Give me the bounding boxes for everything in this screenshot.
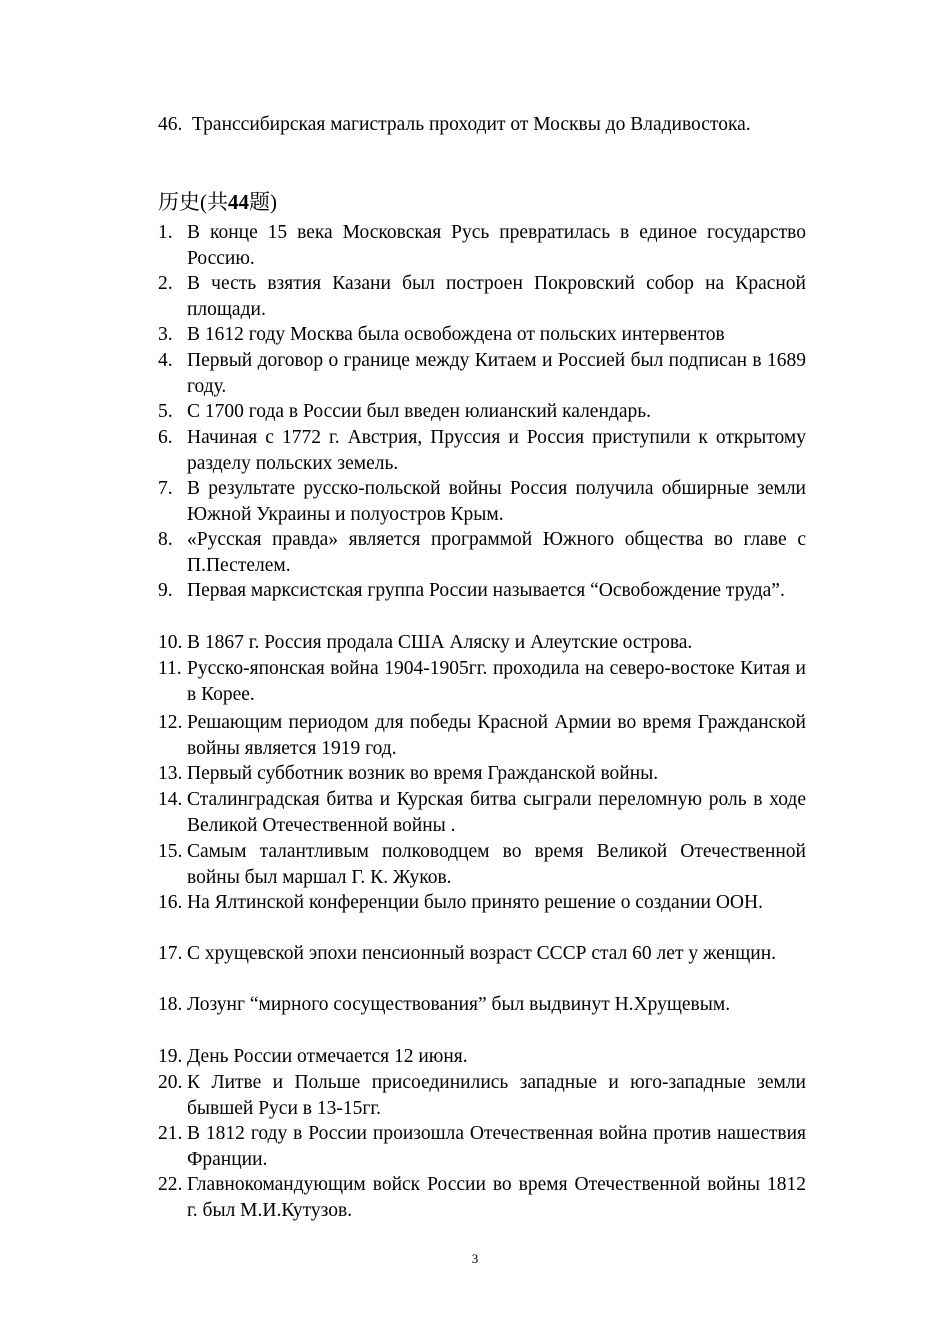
item-text: Первый договор о границе между Китаем и Россией был подписан в 1689 году. [187,350,806,397]
list-item [158,271,806,322]
item-number: 11. [158,658,182,679]
item-number: 5. [158,401,173,422]
item-number: 2. [158,273,173,294]
item-text: С хрущевской эпохи пенсионный возраст СССР стал 60 лет у женщин. [187,943,777,964]
item-number: 15. [158,841,183,862]
item-text: Начиная с 1772 г. Австрия, Пруссия и Россия приступили к открытому разделу польских земель. [187,427,806,474]
item-number: 10. [158,632,183,653]
list-item [158,220,806,271]
list-item [158,941,806,967]
list-item [158,710,806,761]
section-heading [158,188,277,216]
item-number: 6. [158,427,173,448]
item-text: В честь взятия Казани был построен Покровский собор на Красной площади. [187,273,806,320]
item-text: В конце 15 века Московская Русь превратилась в единое государство Россию. [187,222,806,269]
item-text: Лозунг “мирного сосуществования” был выдвинут Н.Хрущевым. [187,994,731,1015]
item-number: 9. [158,580,173,601]
item-number: 12. [158,712,183,733]
list-item [158,839,806,890]
item-text: В 1812 году в России произошла Отечественная война против нашествия Франции. [187,1123,806,1170]
item-text: С 1700 года в России был введен юлианский календарь. [187,401,651,422]
item-number: 16. [158,892,183,913]
list-item [158,527,806,578]
list-item [158,1121,806,1172]
item-text: В 1612 году Москва была освобождена от польских интервентов [187,324,725,345]
list-item [158,761,806,787]
item-text: Самым талантливым полководцем во время Великой Отечественной войны был маршал Г. К. Жуков. [187,841,806,888]
item-number: 14. [158,789,183,810]
item-text: Сталинградская битва и Курская битва сыграли переломную роль в ходе Великой Отечественной войны . [187,789,806,836]
list-item [158,1172,806,1223]
list-item [158,476,806,527]
list-item [158,425,806,476]
item-number: 46. [158,114,183,135]
item-text: Главнокомандующим войск России во время Отечественной войны 1812 г. был М.И.Кутузов. [187,1174,806,1221]
list-item [158,787,806,838]
item-text: К Литве и Польше присоединились западные и юго-западные земли бывшей Руси в 13-15гг. [187,1072,806,1119]
list-item [158,1070,806,1121]
item-number: 20. [158,1072,183,1093]
list-item [158,1044,806,1070]
item-text: В результате русско-польской войны Россия получила обширные земли Южной Украины и полуостров Крым. [187,478,806,525]
item-text: На Ялтинской конференции было принято решение о создании ООН. [187,892,763,913]
item-text: В 1867 г. Россия продала США Аляску и Алеутские острова. [187,632,693,653]
item-number: 8. [158,529,173,550]
list-item [158,578,806,604]
item-number: 7. [158,478,173,499]
list-item [158,399,806,425]
section-title-prefix: 历史(共 [158,190,228,214]
item-text: Первая марксистская группа России называется “Освобождение труда”. [187,580,785,601]
list-item [158,630,806,656]
item-number: 17. [158,943,183,964]
item-text: Русско-японская война 1904-1905гг. проходила на северо-востоке Китая и в Корее. [187,658,806,705]
list-item [158,322,806,348]
list-item [158,992,806,1018]
section-title-suffix: 题) [249,190,277,214]
list-item [158,348,806,399]
item-text: Решающим периодом для победы Красной Армии во время Гражданской войны является 1919 год. [187,712,806,759]
item-number: 21. [158,1123,183,1144]
item-number: 4. [158,350,173,371]
page-number: 3 [471,1251,479,1266]
item-number: 18. [158,994,183,1015]
list-item [158,656,806,707]
item-text: «Русская правда» является программой Южного общества во главе с П.Пестелем. [187,529,806,576]
item-text: Первый субботник возник во время Гражданской войны. [187,763,659,784]
item-number: 22. [158,1174,183,1195]
item-number: 3. [158,324,173,345]
item-text: День России отмечается 12 июня. [187,1046,468,1067]
item-number: 1. [158,222,173,243]
item-number: 19. [158,1046,183,1067]
item-number: 13. [158,763,183,784]
section-count: 44 [228,190,249,214]
list-item-46 [158,112,806,138]
list-item [158,890,806,916]
item-text: Транссибирская магистраль проходит от Москвы до Владивостока. [192,114,751,135]
